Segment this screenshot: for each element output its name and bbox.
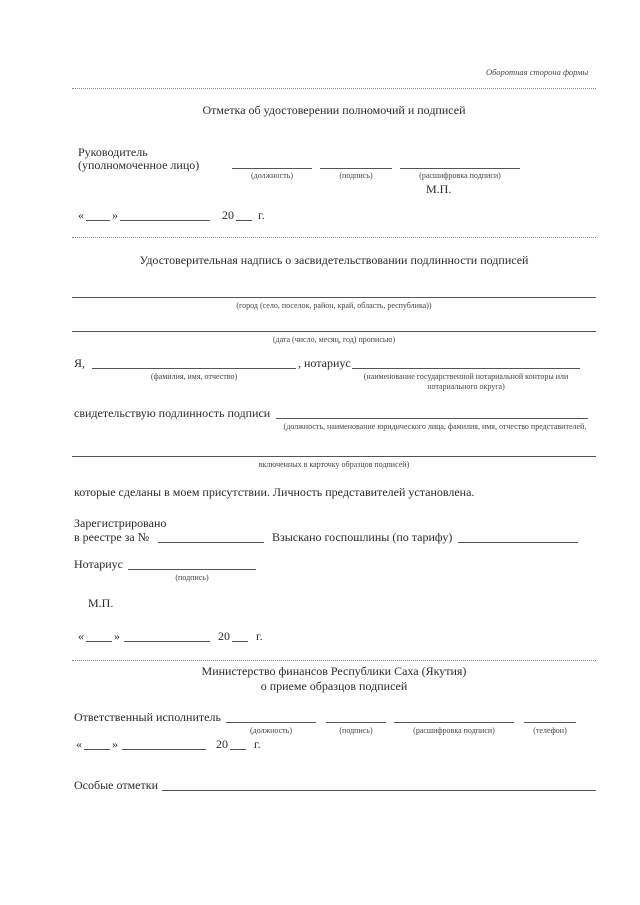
year-suffix: г. — [258, 208, 265, 222]
caption-exec-signature: (подпись) — [339, 726, 373, 735]
date-words-field-line[interactable] — [72, 331, 596, 332]
caption-signature: (подпись) — [339, 171, 373, 180]
fee-label: Взыскано госпошлины (по тарифу) — [272, 530, 453, 544]
header-rule — [72, 88, 596, 89]
form-side-label: Оборотная сторона формы — [486, 67, 589, 77]
date2-open-quote: « — [78, 629, 84, 643]
notary-office-field-line[interactable] — [352, 368, 580, 369]
caption-date-words: (дата (число, месяц, год) прописью) — [272, 335, 396, 344]
date-open-quote: « — [78, 208, 84, 222]
special-marks-label: Особые отметки — [74, 778, 158, 792]
register-number-field-line[interactable] — [158, 542, 264, 543]
executor-label: Ответственный исполнитель — [74, 710, 221, 724]
caption-fio: (фамилия, имя, отчество) — [150, 372, 238, 381]
year2-field-line[interactable] — [232, 641, 248, 642]
decoding-field-line[interactable] — [400, 168, 520, 169]
persons-continue-line[interactable] — [72, 456, 596, 457]
fee-field-line[interactable] — [458, 542, 578, 543]
caption-exec-decoding: (расшифровка подписи) — [413, 726, 495, 735]
head-label: Руководитель — [78, 145, 148, 159]
executor-decoding-line[interactable] — [394, 722, 514, 723]
section3-subtitle: о приеме образцов подписей — [260, 679, 408, 693]
section1-rule — [72, 237, 596, 238]
register-number-label: в реестре за № — [74, 530, 150, 544]
notary-label: , нотариус — [298, 356, 351, 370]
place-field-line[interactable] — [72, 297, 596, 298]
registered-label: Зарегистрировано — [74, 516, 167, 530]
caption-position: (должность) — [251, 171, 293, 180]
notary-sign-field-line[interactable] — [128, 569, 256, 570]
caption-place: (город (село, поселок, район, край, область, республика)) — [236, 301, 432, 310]
year2-prefix: 20 — [218, 629, 230, 643]
caption-included: включенных в карточку образцов подписей) — [258, 460, 410, 469]
signature-field-line[interactable] — [320, 168, 392, 169]
persons-field-line[interactable] — [276, 418, 588, 419]
special-marks-field-line[interactable] — [162, 790, 596, 791]
date3-close-quote: » — [112, 737, 118, 751]
section2-rule — [72, 660, 596, 661]
caption-decoding: (расшифровка подписи) — [419, 171, 501, 180]
ya-label: Я, — [74, 356, 86, 370]
year-prefix: 20 — [222, 208, 234, 222]
year-field-line[interactable] — [236, 220, 252, 221]
presence-statement: которые сделаны в моем присутствии. Личность представителей установлена. — [74, 485, 475, 499]
executor-signature-line[interactable] — [326, 722, 386, 723]
caption-notary-sign: (подпись) — [175, 573, 209, 582]
caption-exec-phone: (телефон) — [533, 726, 567, 735]
month-field-line[interactable] — [120, 220, 210, 221]
caption-exec-position: (должность) — [250, 726, 292, 735]
section1-title: Отметка об удостоверении полномочий и подписей — [202, 103, 466, 117]
year2-suffix: г. — [256, 629, 263, 643]
day2-field-line[interactable] — [86, 641, 112, 642]
year3-prefix: 20 — [216, 737, 228, 751]
day3-field-line[interactable] — [84, 749, 110, 750]
day-field-line[interactable] — [86, 220, 110, 221]
notary-sign-label: Нотариус — [74, 557, 123, 571]
date2-close-quote: » — [114, 629, 120, 643]
date-close-quote: » — [112, 208, 118, 222]
caption-office: (наименование государственной нотариальной конторы или нотариального округа) — [363, 372, 569, 391]
certify-label: свидетельствую подлинность подписи — [74, 406, 271, 420]
notary-fio-field-line[interactable] — [92, 368, 296, 369]
caption-persons: (должность, наименование юридического лица, фамилия, имя, отчество представителей, — [283, 422, 587, 431]
notary-stamp-mark: М.П. — [88, 596, 114, 610]
year3-field-line[interactable] — [230, 749, 246, 750]
executor-position-line[interactable] — [226, 722, 316, 723]
stamp-mark: М.П. — [426, 182, 452, 196]
authorized-person-label: (уполномоченное лицо) — [78, 158, 200, 172]
section3-title: Министерство финансов Республики Саха (Якутия) — [201, 664, 467, 678]
date3-open-quote: « — [76, 737, 82, 751]
month3-field-line[interactable] — [122, 749, 206, 750]
month2-field-line[interactable] — [124, 641, 210, 642]
section2-title: Удостоверительная надпись о засвидетельствовании подлинности подписей — [139, 253, 529, 267]
executor-phone-line[interactable] — [524, 722, 576, 723]
position-field-line[interactable] — [232, 168, 312, 169]
year3-suffix: г. — [254, 737, 261, 751]
